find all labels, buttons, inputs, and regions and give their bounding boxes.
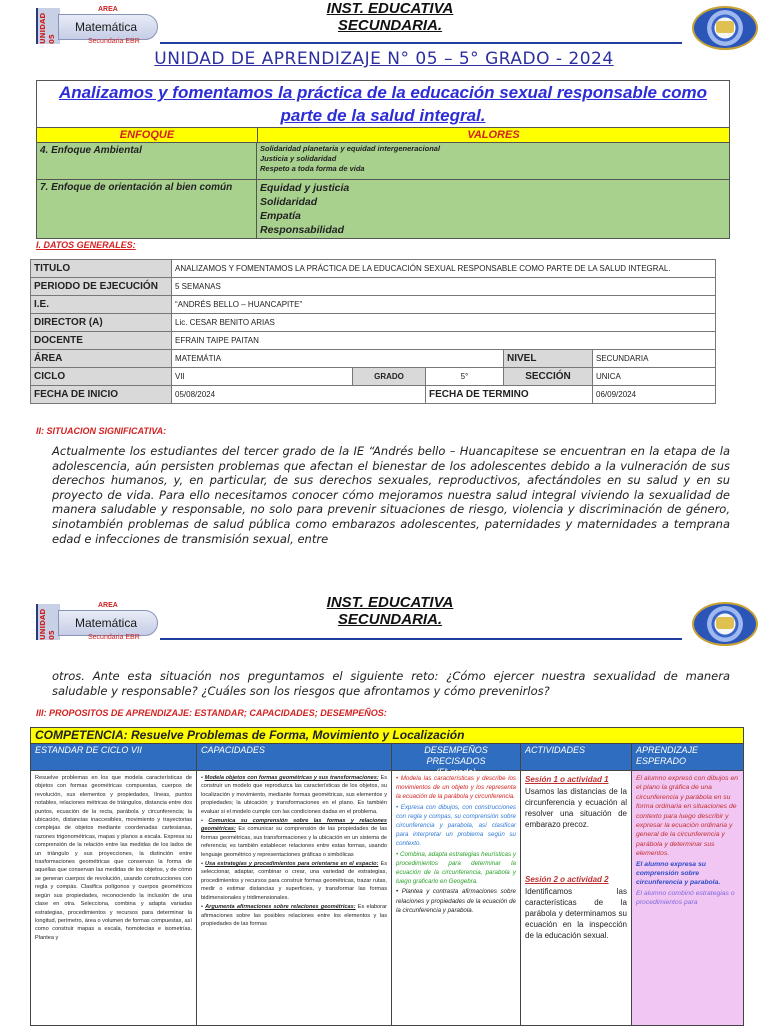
- list-item: • Plantea y contrasta afirmaciones sobre relaciones y propiedades de la ecuación de la circunferencia y parabola.: [396, 888, 516, 914]
- section-datos-generales: I. DATOS GENERALES:: [36, 240, 136, 250]
- school-seal-icon: [692, 602, 758, 646]
- capacidades-header: CAPACIDADES: [197, 744, 391, 771]
- capacidades-column: [197, 744, 392, 1025]
- desempenos-header: DESEMPEÑOS PRECISADOS (5° grado): [392, 744, 520, 771]
- aprendizaje-text: El alumno expresó con dibujos en el plano la gráfica de una circunferencia y parábola en su forma ordinaria en situaciones de contexto para luego describir y expresar la ecuación ordinaria y general de la circunferencia y parábola y determinar sus elementos. El alumno expresa su comprensión sobre circunferencia y parabola. El alumno combinó estrategias o procedimientos para: [636, 775, 739, 907]
- enfoque-header: ENFOQUE: [37, 128, 258, 142]
- unit-tag: UNIDAD 05: [36, 604, 60, 640]
- table-row: FECHA DE INICIO 05/08/2024 FECHA DE TERMINO 06/09/2024: [31, 386, 716, 404]
- area-logo: [36, 604, 156, 644]
- datos-generales-table: [30, 259, 716, 404]
- header-rule: [160, 638, 682, 640]
- list-item: • Usa estrategias y procedimientos para orientarse en el espacio: Es seleccionar, adaptar, combinar o crear, una variedad de estrategias, procedimientos y recursos para construir formas geométricas, trazar rutas, medir o estimar distancias y superficies, y transformar las formas bidimensionales y tridimensionales.: [201, 861, 387, 901]
- logo-banner: [58, 610, 158, 636]
- section-propositos: III: PROPOSITOS DE APRENDIZAJE: ESTANDAR; CAPACIDADES; DESEMPEÑOS:: [36, 708, 387, 718]
- aprendizaje-column: [632, 744, 743, 1025]
- logo-subject: Matemática: [75, 616, 138, 630]
- unit-tag: UNIDAD 05: [36, 8, 60, 44]
- theme-header-row: [37, 127, 729, 142]
- competencia-table: [30, 727, 744, 1026]
- list-item: • Argumenta afirmaciones sobre relaciones geométricas: Es elaborar afirmaciones sobre las posibles relaciones entre los elementos y las propiedades de las formas: [201, 904, 387, 927]
- aprendizaje-header: APRENDIZAJE ESPERADO: [632, 744, 743, 771]
- table-row: TITULO ANALIZAMOS Y FOMENTAMOS LA PRÁCTICA DE LA EDUCACIÓN SEXUAL RESPONSABLE COMO PARTE DE LA SALUD INTEGRAL.: [31, 260, 716, 278]
- desempenos-column: [392, 744, 521, 1025]
- estandar-column: [31, 744, 197, 1025]
- list-item: • Combina, adapta estrategias heurísticas y procedimientos para determinar la ecuación de la circunferencia, parabola y luego graficarlo en Geogebra.: [396, 850, 516, 886]
- school-seal-icon: [692, 6, 758, 50]
- theme-title: Analizamos y fomentamos la práctica de la educación sexual responsable como parte de la salud integral.: [58, 83, 708, 125]
- situacion-paragraph: Actualmente los estudiantes del tercer grado de la IE “Andrés bello – Huancapitese se encuentran en la etapa de la adolescencia, aún persisten problemas que afectan el bienestar de los adolescentes debido a la vulneración de sus derechos humanos, y, en particular, de sus derechos sexuales, reproductivos, afectándoles en su salud y en su proyecto de vida. Para ello necesitamos conocer cómo mejoramos nuestra salud integral viviendo la sexualidad de manera saludable y responsable, no solo para prevenir situaciones de riesgo, violencia y discriminación de género, sinotambién problemas de salud pública como embarazos adolescentes, paternidades y maternidades a temprana edad e infecciones de transmisión sexual, entre: [52, 444, 730, 546]
- desempenos-text: [392, 771, 520, 919]
- table-row: ÁREA MATEMÁTIA NIVEL SECUNDARIA: [31, 350, 716, 368]
- competencia-title: COMPETENCIA: Resuelve Problemas de Forma, Movimiento y Localización: [31, 728, 743, 744]
- actividades-text: Sesión 1 o actividad 1 Usamos las distancias de la circunferencia y ecuación al resolver una situación de embarazo precoz. Sesión 2 o actividad 2 Identificamos las características de la parábola y determinamos su ecuación en la inspección de la educación sexual.: [525, 775, 627, 940]
- estandar-text: Resuelve problemas en los que modela características de objetos con formas geométricas compuestas, cuerpos de revolución, sus elementos y propiedades, líneas, puntos notables, relaciones métricas de triángulos, distancia entre dos puntos, ecuación de la recta, parábola y circunferencia; la ubicación, distancias inaccesibles, movimiento y trayectorias complejas de objetos mediante coordenadas cartesianas, razones trigonométricas, mapas y planos a escala. Expresa su comprensión de la relación entre las medidas de los lados de un triángulo y sus proyecciones, la distinción entre trasformaciones geométricas que conservan la forma de aquellas que conservan las medidas de los objetos, y de cómo se generan cuerpos de revolución, usando construcciones con regla y compás. Clasifica polígonos y cuerpos geométricos según sus propiedades, reconociendo la inclusión de una clase en otra. Selecciona, combina y adapta variadas estrategias, procedimientos y recursos para determinar la longitud, perímetro, área o volumen de formas compuestas, así como construir mapas a escala, homotecias e isometrías. Plantea y: [35, 775, 193, 941]
- logo-level: Secundaria EBR: [88, 38, 140, 45]
- logo-area-label: AREA: [98, 6, 118, 13]
- area-logo: [36, 8, 156, 48]
- unit-title: UNIDAD DE APRENDIZAJE N° 05 – 5° GRADO - 2024: [154, 49, 614, 69]
- institution-title: INST. EDUCATIVA SECUNDARIA.: [326, 594, 454, 628]
- enfoque-cell: 7. Enfoque de orientación al bien común: [37, 180, 257, 238]
- table-row: I.E. “ANDRÉS BELLO – HUANCAPITE”: [31, 296, 716, 314]
- logo-subject: Matemática: [75, 20, 138, 34]
- actividades-column: [521, 744, 632, 1025]
- logo-area-label: AREA: [98, 602, 118, 609]
- logo-level: Secundaria EBR: [88, 634, 140, 641]
- situacion-paragraph-continued: otros. Ante esta situación nos preguntamos el siguiente reto: ¿Cómo ejercer nuestra sexualidad de manera saludable y responsable? ¿Cuáles son los riesgos que afrontamos y cómo prevenirlos?: [52, 669, 730, 698]
- logo-banner: [58, 14, 158, 40]
- theme-row: [37, 179, 729, 238]
- table-row: DOCENTE EFRAIN TAIPE PAITAN: [31, 332, 716, 350]
- section-situacion: II: SITUACION SIGNIFICATIVA:: [36, 426, 167, 436]
- list-item: • Modela objetos con formas geométricas y sus transformaciones: Es construir un modelo que reproduzca las características de los objetos, su localización y movimiento, mediante formas geométricas, sus elementos y propiedades; la ubicación y transformaciones en el plano. Es también evaluar si el modelo cumple con las condiciones dadas en el problema.: [201, 775, 387, 815]
- valores-cell: Solidaridad planetaria y equidad intergeneracional Justicia y solidaridad Respeto a toda forma de vida: [260, 144, 441, 173]
- institution-title: INST. EDUCATIVA SECUNDARIA.: [326, 0, 454, 34]
- table-row: CICLO VII GRADO 5° SECCIÓN UNICA: [31, 368, 716, 386]
- table-row: PERIODO DE EJECUCIÓN 5 SEMANAS: [31, 278, 716, 296]
- header-rule: [160, 42, 682, 44]
- valores-cell: Equidad y justicia Solidaridad Empatía Responsabilidad: [260, 182, 350, 236]
- list-item: • Comunica su comprensión sobre las formas y relaciones geométricas: Es comunicar su comprensión de las propiedades de las formas geométricas, sus transformaciones y la ubicación en un sistema de referencia; es también establecer relaciones entre estas formas, usando lenguaje geométrico y representaciones gráficas o simbólicas: [201, 818, 388, 858]
- valores-header: VALORES: [467, 129, 520, 141]
- enfoque-cell: 4. Enfoque Ambiental: [37, 143, 257, 179]
- actividades-header: ACTIVIDADES: [521, 744, 631, 771]
- list-item: • Modela las características y describe los movimientos de un objeto y los representa la ecuación de la parábola y circunferencia.: [396, 775, 517, 801]
- list-item: • Expresa con dibujos, con construcciones con regla y compas, su comprensión sobre circunferencia y parabola, así clasificar para interpretar un problema según su contexto.: [396, 803, 516, 848]
- theme-table: [36, 80, 730, 239]
- theme-row: [37, 142, 729, 179]
- estandar-header: ESTANDAR DE CICLO VII: [31, 744, 196, 771]
- table-row: DIRECTOR (A) Lic. CESAR BENITO ARIAS: [31, 314, 716, 332]
- capacidades-text: [197, 771, 391, 932]
